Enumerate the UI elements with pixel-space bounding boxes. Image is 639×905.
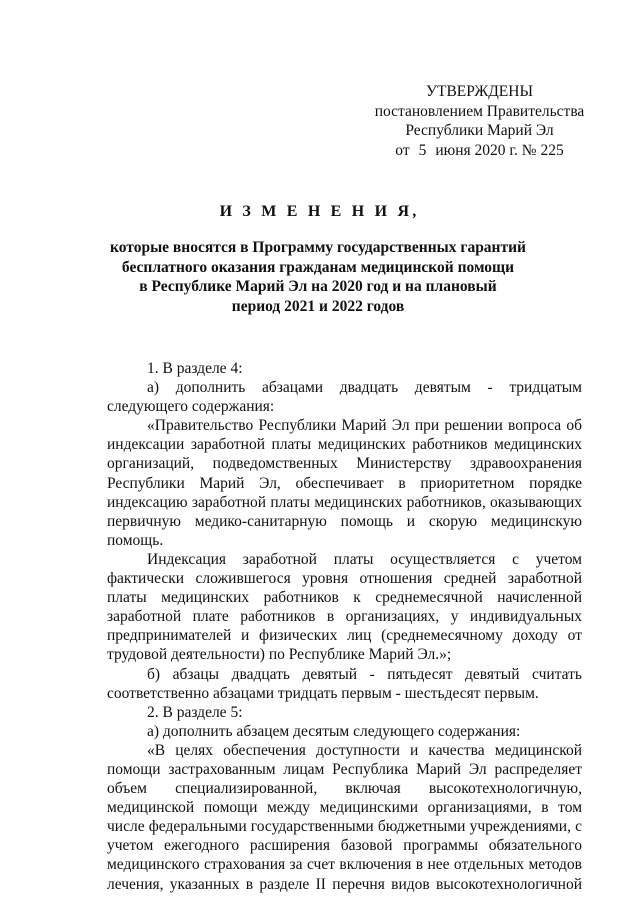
approval-heading: УТВЕРЖДЕНЫ bbox=[426, 83, 533, 100]
document-body bbox=[107, 359, 582, 894]
subtitle-line: период 2021 и 2022 годов bbox=[231, 297, 405, 315]
body-paragraph: б) абзацы двадцать девятый - пятьдесят девятый считать соответственно абзацами тридцать первым - шестьдесят первым. bbox=[107, 665, 582, 702]
body-paragraph: Индексация заработной платы осуществляется с учетом фактически сложившегося уровня отношения средней заработной платы медицинских работников к среднемесячной начисленной заработной плате работников в организациях, у индивидуальных предпринимателей и физических лиц (среднемесячному доходу от трудовой деятельности) по Республике Марий Эл.»; bbox=[107, 550, 582, 664]
approval-date-prefix: от bbox=[395, 141, 410, 159]
body-paragraph: а) дополнить абзацем десятым следующего содержания: bbox=[147, 722, 521, 740]
subtitle-line: в Республике Марий Эл на 2020 год и на плановый bbox=[139, 278, 497, 295]
approval-date-day: 5 bbox=[418, 141, 427, 159]
section-4-heading: 1. В разделе 4: bbox=[147, 360, 243, 377]
approval-date-rest: июня 2020 г. № bbox=[435, 141, 537, 159]
document-subtitle bbox=[108, 238, 528, 316]
body-paragraph: «В целях обеспечения доступности и качества медицинской помощи застрахованным лицам Республика Марий Эл распределяет объем специализированной, включая высокотехнологичную, медицинской помощи между медицинскими организациями, в том числе федеральными государственными бюджетными учреждениями, с учетом ежегодного расширения базовой программы обязательного медицинского страхования за счет включения в нее отдельных методов лечения, указанных в разделе II перечня видов высокотехнологичной bbox=[107, 741, 582, 893]
subtitle-line: которые вносятся в Программу государственных гарантий bbox=[110, 239, 526, 256]
approval-authority: постановлением Правительства bbox=[374, 102, 585, 120]
approval-doc-number: 225 bbox=[540, 141, 564, 159]
document-title: И З М Е Н Е Н И Я, bbox=[219, 203, 420, 220]
body-paragraph: «Правительство Республики Марий Эл при решении вопроса об индексации заработной платы медицинских работников медицинских организаций, подведомственных Министерству здравоохранения Республики Марий Эл, обеспечивает в приоритетном порядке индексацию заработной платы медицинских работников, оказывающих первичную медико-санитарную помощь и скорую медицинскую помощь. bbox=[107, 417, 582, 549]
body-paragraph: а) дополнить абзацами двадцать девятым - тридцатым следующего содержания: bbox=[107, 379, 582, 416]
approval-stamp bbox=[372, 82, 587, 160]
subtitle-line: бесплатного оказания гражданам медицинской помощи bbox=[121, 258, 515, 276]
approval-date-line bbox=[372, 141, 587, 161]
approval-region: Республики Марий Эл bbox=[405, 122, 554, 139]
section-5-heading: 2. В разделе 5: bbox=[147, 703, 243, 721]
